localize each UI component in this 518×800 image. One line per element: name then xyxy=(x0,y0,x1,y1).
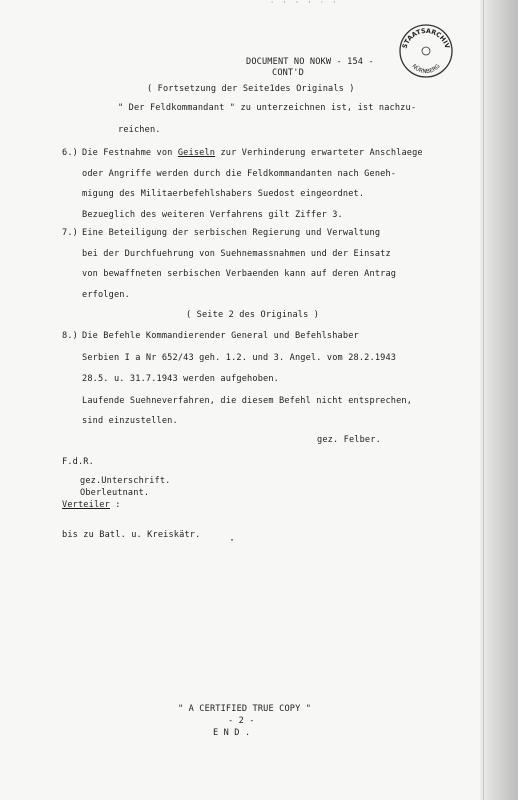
paragraph-line: migung des Militaerbefehlshabers Suedost eingeordnet. xyxy=(82,189,365,199)
paragraph-line: oder Angriffe werden durch die Feldkommandanten nach Geneh- xyxy=(82,169,397,179)
fdr-label: F.d.R. xyxy=(62,457,94,467)
page-number: - 2 - xyxy=(228,716,255,726)
underlined-word: Geiseln xyxy=(177,148,216,158)
page-marker: ( Seite 2 des Originals ) xyxy=(186,310,320,320)
paragraph-line: 28.5. u. 31.7.1943 werden aufgehoben. xyxy=(82,374,279,384)
continued-label: CONT'D xyxy=(272,68,304,78)
paragraph-line: Laufende Suehneverfahren, die diesem Befehl nicht entsprechen, xyxy=(82,396,413,406)
document-reference: DOCUMENT NO NOKW - 154 - xyxy=(246,57,374,67)
paragraph-line: bei der Durchfuehrung von Suehnemassnahmen und der Einsatz xyxy=(82,249,391,259)
paragraph-line: Serbien I a Nr 652/43 geh. 1.2. und 3. Angel. vom 28.2.1943 xyxy=(82,353,397,363)
paragraph-line: reichen. xyxy=(118,125,161,135)
svg-text:STAATSARCHIV xyxy=(401,27,452,50)
paragraph-line: erfolgen. xyxy=(82,290,130,300)
signature-placeholder: gez.Unterschrift. xyxy=(80,476,171,486)
archive-stamp xyxy=(397,22,455,80)
distribution-heading: Verteiler : xyxy=(62,500,121,510)
svg-text:NÜRNBERG xyxy=(410,64,441,76)
end-label: E N D . xyxy=(213,728,251,738)
paragraph-line: Eine Beteiligung der serbischen Regierung und Verwaltung xyxy=(82,228,381,238)
certified-copy-label: " A CERTIFIED TRUE COPY " xyxy=(178,704,312,714)
stamp-bottom-text: NÜRNBERG xyxy=(410,63,442,76)
paragraph-number: 8.) xyxy=(62,331,78,341)
rank-label: Oberleutnant. xyxy=(80,488,150,498)
paragraph-number: 7.) xyxy=(62,228,78,238)
distribution-list: bis zu Batl. u. Kreiskätr. xyxy=(62,530,201,540)
paragraph-number: 6.) xyxy=(62,148,78,158)
page-fold-line xyxy=(483,0,484,800)
paragraph-line: sind einzustellen. xyxy=(82,416,178,426)
paragraph-line: " Der Feldkommandant " zu unterzeichnen ist, ist nachzu- xyxy=(118,103,417,113)
stamp-top-text: STAATSARCHIV xyxy=(400,26,452,50)
pen-mark: · xyxy=(229,535,236,546)
paragraph-line: Die Festnahme von Geiseln zur Verhinderung erwarteter Anschlaege xyxy=(82,148,423,158)
continuation-note: ( Fortsetzung der Seite1des Originals ) xyxy=(147,84,355,94)
paragraph-line: Bezueglich des weiteren Verfahrens gilt Ziffer 3. xyxy=(82,210,343,220)
page-edge-shadow xyxy=(480,0,518,800)
signature-line: gez. Felber. xyxy=(317,435,381,445)
paragraph-line: Die Befehle Kommandierender General und Befehlshaber xyxy=(82,331,359,341)
top-binding-marks: ' ' ' ' ' ' xyxy=(270,0,339,8)
paragraph-line: von bewaffneten serbischen Verbaenden kann auf deren Antrag xyxy=(82,269,397,279)
